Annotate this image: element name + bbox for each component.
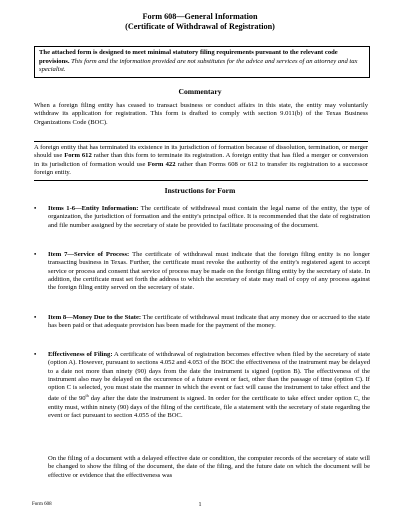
- disclaimer-bold-text: The attached form is designed to meet minimal statutory filing requirements pursuant to the relevant code provisions.: [39, 49, 338, 65]
- item-label: Item 8—Money Due to the State:: [48, 314, 142, 321]
- item-text-a: A certificate of withdrawal of registration becomes effective when filed by the secretary of state (option A). However, pursuant to sections 4.052 and 4.053 of the BOC the effectiveness of the instrument may be delayed to a date not more than ninety (90) days from the date the instrument is signed (option B). The effectiveness of the instrument also may be delayed on the occurrence of a future event or fact, other than the passage of time (option C). If option C is selected, you must state the manner in which the event or fact will cause the instrument to take effect and the date of the 90: [48, 351, 370, 403]
- commentary-heading: Commentary: [178, 87, 222, 96]
- item-label: Item 7—Service of Process:: [48, 251, 130, 258]
- form-422-reference: Form 422: [147, 160, 176, 168]
- disclaimer-italic-text: This form and the information provided are not substitutes for the advice and services of an attorney and tax specialist.: [39, 57, 358, 74]
- instructions-heading: Instructions for Form: [164, 186, 236, 195]
- commentary-p2-part-a: A foreign entity that has terminated its existence in its jurisdiction of formation because of dissolution, termination, or merger should use: [34, 144, 368, 160]
- commentary-paragraph-2: [34, 141, 368, 181]
- commentary-p2-part-b: rather than this form to terminate its registration. A foreign entity that has filed a merger or conversion in its jurisdiction of formation would use: [34, 152, 369, 168]
- instructions-continuation-paragraph: On the filing of a document with a delayed effective date or condition, the computer records of the secretary of state will be changed to show the filing of the document, the date of the filing, and the future date on which the document will be effective or evidence that the effectiveness was: [48, 455, 370, 479]
- bullet-icon: •: [34, 351, 37, 358]
- item-text: The certificate of withdrawal must contain the legal name of the entity, the type of organization, the jurisdiction of formation and the entity's principal office. It is recommended that the date of registration and file number assigned by the secretary of state be provided to facilitate processing of the document.: [48, 205, 370, 229]
- commentary-p2-part-c: rather than Forms 608 or 612 to transfer its registration to a successor foreign entity.: [34, 160, 368, 177]
- title-line-1: Form 608—General Information: [142, 12, 258, 21]
- commentary-paragraph-1: When a foreign filing entity has ceased to transact business or conduct affairs in this state, the entity may voluntarily withdraw its application for registration. This form is drafted to comply with section 9.011(b) of the Texas Business Organizations Code (BOC).: [34, 102, 368, 126]
- item-text-b: day after the date the instrument is signed. In order for the certificate to take effect under option C, the entity must, within ninety (90) days of the filing of the certificate, file a statement with the secretary of state regarding the event or fact pursuant to section 4.055 of the BOC.: [48, 395, 370, 420]
- form-612-reference: Form 612: [64, 152, 92, 160]
- instruction-item-service-of-process: [34, 251, 370, 292]
- disclaimer-box: [34, 46, 370, 78]
- title-line-2: (Certificate of Withdrawal of Registration): [125, 22, 275, 31]
- instruction-item-money-due: [34, 314, 370, 331]
- instruction-item-entity-information: [34, 205, 370, 230]
- item-text: The certificate of withdrawal must indicate that any money due or accrued to the state has been paid or that adequate provision has been made for the payment of the money.: [48, 314, 370, 330]
- ordinal-suffix: th: [85, 393, 89, 399]
- footer-page-number: 1: [198, 502, 202, 508]
- footer-form-label: Form 608: [32, 502, 52, 507]
- bullet-icon: •: [34, 314, 37, 321]
- bullet-icon: •: [34, 251, 37, 258]
- item-label: Items 1-6—Entity Information:: [48, 205, 139, 212]
- instruction-item-effectiveness: [34, 351, 370, 421]
- page-title: [0, 12, 400, 32]
- item-label: Effectiveness of Filing:: [48, 351, 113, 358]
- item-text: The certificate of withdrawal must indicate that the foreign filing entity is no longer transacting business in Texas. Further, the certificate must revoke the authority of the entity's registered agent to accept service or process and consent that service of process may be made on the foreign filing entity by the secretary of state. In addition, the certificate must set forth the address to which the secretary of state may mail of copy of any process against the foreign filing entity served on the secretary of state.: [48, 251, 370, 292]
- bullet-icon: •: [34, 205, 37, 212]
